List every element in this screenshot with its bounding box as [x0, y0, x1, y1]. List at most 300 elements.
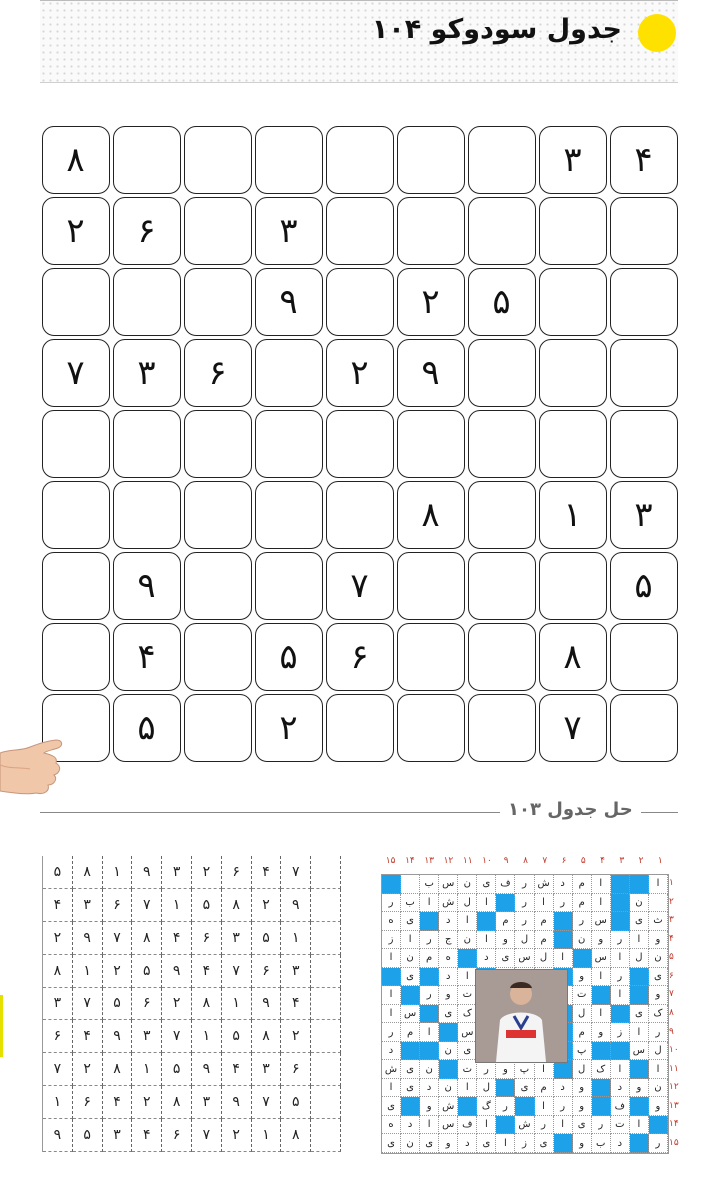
sudoku-cell[interactable]: ۶ [113, 197, 181, 265]
sudoku-cell[interactable]: ۲ [42, 197, 110, 265]
sudoku-cell[interactable] [326, 197, 394, 265]
crossword-cell: م [535, 912, 554, 931]
crossword-cell: ل [573, 1060, 592, 1079]
crossword-black-cell [592, 1097, 611, 1116]
column-number: ۶ [561, 856, 567, 866]
sudoku-cell[interactable]: ۳ [610, 481, 678, 549]
crossword-cell: س [630, 1042, 649, 1061]
sudoku-cell[interactable]: ۵ [610, 552, 678, 620]
crossword-cell: ل [630, 949, 649, 968]
crossword-black-cell [611, 1042, 630, 1061]
column-number: ۱ [657, 856, 663, 866]
sudoku-cell[interactable] [255, 126, 323, 194]
crossword-cell: ا [611, 949, 630, 968]
crossword-black-cell [630, 968, 649, 987]
crossword-cell: م [573, 875, 592, 894]
crossword-cell: و [649, 986, 668, 1005]
crossword-cell: ب [420, 875, 439, 894]
sudoku-cell[interactable] [184, 481, 252, 549]
sudoku-cell[interactable]: ۷ [539, 694, 607, 762]
solution-cell: ۷ [252, 1086, 282, 1119]
solution-cell [311, 1020, 341, 1053]
sudoku-cell[interactable] [184, 694, 252, 762]
crossword-cell: پ [515, 1060, 534, 1079]
crossword-cell: م [401, 1023, 420, 1042]
solution-cell: ۴ [222, 1053, 252, 1086]
sudoku-cell[interactable]: ۲ [326, 339, 394, 407]
crossword-cell: د [439, 912, 458, 931]
row-number: ۲ [669, 896, 674, 907]
sudoku-cell[interactable]: ۴ [113, 623, 181, 691]
crossword-cell: س [439, 875, 458, 894]
sudoku-cell[interactable] [610, 268, 678, 336]
sudoku-cell[interactable]: ۸ [42, 126, 110, 194]
sudoku-cell[interactable] [397, 552, 465, 620]
solution-cell: ۳ [103, 1119, 133, 1152]
crossword-cell: ر [611, 968, 630, 987]
sudoku-cell[interactable] [539, 197, 607, 265]
sudoku-cell[interactable]: ۲ [255, 694, 323, 762]
sudoku-cell[interactable] [184, 410, 252, 478]
solution-cell: ۳ [132, 1020, 162, 1053]
crossword-cell: ا [554, 1116, 573, 1135]
sudoku-puzzle-grid [40, 124, 679, 763]
crossword-cell: ر [573, 912, 592, 931]
column-number: ۸ [523, 856, 528, 866]
header-top-rule [40, 0, 678, 1]
yellow-circle-icon [638, 14, 676, 52]
sudoku-cell[interactable] [184, 623, 252, 691]
solution-cell: ۵ [222, 1020, 252, 1053]
crossword-cell: ی [630, 912, 649, 931]
solution-cell: ۶ [222, 856, 252, 889]
crossword-cell: ر [554, 894, 573, 913]
sudoku-cell[interactable]: ۳ [113, 339, 181, 407]
row-number: ۷ [669, 989, 674, 1000]
sudoku-cell[interactable] [113, 481, 181, 549]
sudoku-cell[interactable] [468, 126, 536, 194]
crossword-cell: و [420, 1097, 439, 1116]
solution-cell: ۹ [281, 889, 311, 922]
crossword-cell: ن [458, 875, 477, 894]
crossword-cell: ه [382, 912, 401, 931]
crossword-cell: د [611, 1134, 630, 1153]
crossword-cell: ا [382, 986, 401, 1005]
crossword-cell: ا [535, 1060, 554, 1079]
crossword-black-cell [439, 1060, 458, 1079]
solution-cell [311, 1119, 341, 1152]
crossword-cell: ن [439, 1079, 458, 1098]
crossword-cell: د [401, 1116, 420, 1135]
crossword-cell: و [573, 1134, 592, 1153]
row-number: ۱ [669, 878, 674, 889]
crossword-cell: و [630, 1079, 649, 1098]
sudoku-cell[interactable] [468, 694, 536, 762]
sudoku-cell[interactable] [468, 623, 536, 691]
edge-accent [0, 995, 3, 1057]
solution-cell: ۴ [132, 1119, 162, 1152]
solution-cell: ۶ [43, 1020, 73, 1053]
sudoku-cell[interactable]: ۳ [539, 126, 607, 194]
crossword-cell: ر [649, 1134, 668, 1153]
crossword-black-cell [382, 968, 401, 987]
crossword-cell: ا [420, 894, 439, 913]
sudoku-cell[interactable]: ۱ [539, 481, 607, 549]
crossword-cell: م [535, 1079, 554, 1098]
sudoku-cell[interactable] [468, 552, 536, 620]
crossword-cell: ی [496, 949, 515, 968]
crossword-cell: ب [592, 1134, 611, 1153]
crossword-cell: ی [439, 1005, 458, 1024]
solution-cell: ۵ [43, 856, 73, 889]
sudoku-cell[interactable] [610, 197, 678, 265]
crossword-black-cell [630, 986, 649, 1005]
column-number: ۱۰ [482, 856, 492, 866]
crossword-cell: ا [496, 1134, 515, 1153]
row-number: ۱۴ [669, 1119, 679, 1130]
solution-cell: ۱ [132, 1053, 162, 1086]
crossword-cell: م [496, 912, 515, 931]
crossword-cell: و [439, 986, 458, 1005]
crossword-cell [401, 875, 420, 894]
crossword-cell: ز [382, 931, 401, 950]
crossword-cell: ی [401, 968, 420, 987]
solution-cell: ۸ [222, 889, 252, 922]
crossword-cell: س [592, 949, 611, 968]
solution-cell: ۸ [103, 1053, 133, 1086]
column-number: ۴ [600, 856, 605, 866]
solution-title: حل جدول ۱۰۳ [500, 799, 641, 820]
crossword-black-cell [496, 894, 515, 913]
solution-cell: ۲ [162, 988, 192, 1021]
column-number: ۱۲ [443, 856, 454, 866]
crossword-cell: ک [592, 1060, 611, 1079]
solution-cell: ۳ [192, 1086, 222, 1119]
crossword-cell: ا [592, 1005, 611, 1024]
crossword-cell: گ [477, 1097, 496, 1116]
crossword-cell: ش [515, 1116, 534, 1135]
sudoku-cell[interactable] [468, 481, 536, 549]
sudoku-cell[interactable] [397, 197, 465, 265]
page-title: جدول سودوکو ۱۰۴ [371, 14, 622, 45]
crossword-cell: د [382, 1042, 401, 1061]
sudoku-cell[interactable] [255, 552, 323, 620]
crossword-black-cell [420, 912, 439, 931]
sudoku-cell[interactable]: ۹ [397, 339, 465, 407]
sudoku-cell[interactable] [255, 339, 323, 407]
crossword-cell: ن [649, 949, 668, 968]
crossword-cell: ر [477, 1060, 496, 1079]
sudoku-cell[interactable] [397, 126, 465, 194]
crossword-black-cell [630, 875, 649, 894]
crossword-black-cell [554, 1060, 573, 1079]
crossword-cell: ث [649, 912, 668, 931]
solution-cell: ۸ [281, 1119, 311, 1152]
crossword-cell: د [420, 1079, 439, 1098]
solution-cell: ۵ [192, 889, 222, 922]
row-number: ۴ [669, 933, 674, 944]
solution-cell: ۶ [132, 988, 162, 1021]
crossword-cell: ز [611, 1023, 630, 1042]
sudoku-cell[interactable]: ۵ [255, 623, 323, 691]
crossword-cell: ی [401, 1079, 420, 1098]
sudoku-cell[interactable] [326, 481, 394, 549]
crossword-cell: ر [535, 1116, 554, 1135]
crossword-cell: ل [649, 1042, 668, 1061]
crossword-cell: ا [630, 1116, 649, 1135]
crossword-cell: ر [515, 875, 534, 894]
crossword-cell: ل [477, 1079, 496, 1098]
crossword-black-cell [477, 912, 496, 931]
sudoku-cell[interactable] [397, 410, 465, 478]
sudoku-cell[interactable] [397, 694, 465, 762]
solution-cell: ۱ [192, 1020, 222, 1053]
solution-cell: ۶ [73, 1086, 103, 1119]
crossword-cell: ر [592, 1116, 611, 1135]
crossword-cell: س [592, 912, 611, 931]
sudoku-cell[interactable] [184, 197, 252, 265]
crossword-cell: ی [401, 1060, 420, 1079]
crossword-cell: و [496, 931, 515, 950]
crossword-cell: ه [439, 949, 458, 968]
solution-cell: ۹ [162, 955, 192, 988]
crossword-cell: ا [630, 931, 649, 950]
crossword-cell: ا [649, 875, 668, 894]
crossword-cell: ی [630, 1005, 649, 1024]
crossword-cell: ا [401, 931, 420, 950]
sudoku-cell[interactable] [184, 268, 252, 336]
sudoku-cell[interactable] [255, 481, 323, 549]
crossword-cell: ف [611, 1097, 630, 1116]
crossword-cell: ا [382, 1005, 401, 1024]
solution-cell: ۷ [162, 1020, 192, 1053]
column-number: ۹ [503, 856, 509, 866]
crossword-cell: ر [554, 1097, 573, 1116]
crossword-black-cell [611, 1005, 630, 1024]
sudoku-cell[interactable] [42, 552, 110, 620]
sudoku-cell[interactable] [184, 126, 252, 194]
solution-cell: ۴ [43, 889, 73, 922]
sudoku-cell[interactable] [326, 694, 394, 762]
solution-cell: ۱ [73, 955, 103, 988]
solution-cell: ۴ [162, 922, 192, 955]
solution-cell: ۲ [222, 1119, 252, 1152]
solution-cell: ۱ [222, 988, 252, 1021]
row-number: ۱۳ [669, 1100, 679, 1111]
solution-cell: ۴ [252, 856, 282, 889]
crossword-black-cell [401, 986, 420, 1005]
sudoku-cell[interactable] [113, 268, 181, 336]
sudoku-cell[interactable]: ۷ [42, 339, 110, 407]
crossword-cell: و [496, 1060, 515, 1079]
sudoku-cell[interactable]: ۷ [326, 552, 394, 620]
crossword-cell: ن [630, 894, 649, 913]
crossword-cell: ر [382, 894, 401, 913]
sudoku-cell[interactable] [539, 339, 607, 407]
crossword-cell: ب [401, 894, 420, 913]
sudoku-cell[interactable]: ۸ [397, 481, 465, 549]
crossword-black-cell [592, 986, 611, 1005]
crossword-cell: ی [515, 1079, 534, 1098]
sudoku-cell[interactable] [326, 126, 394, 194]
sudoku-cell[interactable] [539, 410, 607, 478]
crossword-black-cell [515, 1097, 534, 1116]
crossword-cell: ی [477, 1134, 496, 1153]
thumbs-up-hand-icon [0, 735, 66, 797]
crossword-cell: ت [611, 1116, 630, 1135]
sudoku-cell[interactable] [610, 694, 678, 762]
sudoku-cell[interactable] [113, 126, 181, 194]
sudoku-cell[interactable]: ۵ [468, 268, 536, 336]
crossword-black-cell [630, 1060, 649, 1079]
crossword-black-cell [382, 875, 401, 894]
sudoku-cell[interactable] [42, 268, 110, 336]
solution-cell: ۸ [252, 1020, 282, 1053]
solution-cell: ۹ [252, 988, 282, 1021]
sudoku-cell[interactable]: ۳ [255, 197, 323, 265]
sudoku-cell[interactable] [255, 410, 323, 478]
crossword-cell: و [649, 1097, 668, 1116]
crossword-cell: ل [515, 931, 534, 950]
solution-cell: ۹ [73, 922, 103, 955]
row-number: ۱۱ [669, 1063, 679, 1074]
crossword-black-cell [401, 1097, 420, 1116]
crossword-cell: ر [611, 931, 630, 950]
crossword-cell: ا [477, 1116, 496, 1135]
crossword-cell: و [592, 1023, 611, 1042]
crossword-cell: ی [458, 1042, 477, 1061]
sudoku-cell[interactable] [468, 339, 536, 407]
crossword-cell: ن [401, 1134, 420, 1153]
crossword-cell: ر [515, 894, 534, 913]
sudoku-cell[interactable]: ۸ [539, 623, 607, 691]
crossword-cell: ر [382, 1023, 401, 1042]
solution-cell: ۶ [162, 1119, 192, 1152]
crossword-cell: س [458, 1023, 477, 1042]
crossword-black-cell [496, 1116, 515, 1135]
crossword-cell: ش [439, 1097, 458, 1116]
solution-cell: ۶ [281, 1053, 311, 1086]
crossword-cell: و [592, 931, 611, 950]
sudoku-cell[interactable] [610, 623, 678, 691]
solution-cell [311, 988, 341, 1021]
crossword-cell: ا [554, 949, 573, 968]
crossword-cell: ت [458, 1060, 477, 1079]
crossword-cell: ن [439, 1042, 458, 1061]
crossword-cell: ا [382, 1079, 401, 1098]
sudoku-cell[interactable] [610, 339, 678, 407]
sudoku-cell[interactable]: ۲ [397, 268, 465, 336]
crossword-cell [649, 894, 668, 913]
crossword-cell: و [573, 968, 592, 987]
crossword-cell: و [439, 1134, 458, 1153]
row-number: ۸ [669, 1007, 674, 1018]
crossword-cell: د [611, 1079, 630, 1098]
crossword-cell: ا [458, 968, 477, 987]
crossword-cell: ا [611, 986, 630, 1005]
solution-cell: ۷ [73, 988, 103, 1021]
sudoku-cell[interactable] [184, 552, 252, 620]
solution-cell: ۸ [162, 1086, 192, 1119]
crossword-black-cell [496, 1079, 515, 1098]
column-number: ۳ [619, 856, 625, 866]
sudoku-cell[interactable] [539, 552, 607, 620]
sudoku-cell[interactable]: ۹ [255, 268, 323, 336]
crossword-cell: ی [477, 875, 496, 894]
solution-cell: ۲ [252, 889, 282, 922]
solution-cell: ۷ [43, 1053, 73, 1086]
sudoku-cell[interactable]: ۹ [113, 552, 181, 620]
sudoku-cell[interactable] [468, 410, 536, 478]
crossword-cell: ن [458, 931, 477, 950]
sudoku-cell[interactable]: ۶ [184, 339, 252, 407]
crossword-black-cell [611, 894, 630, 913]
crossword-cell: ا [477, 931, 496, 950]
sudoku-cell[interactable] [610, 410, 678, 478]
sudoku-cell[interactable] [326, 410, 394, 478]
sudoku-cell[interactable] [326, 268, 394, 336]
crossword-black-cell [420, 1042, 439, 1061]
crossword-cell: م [573, 894, 592, 913]
crossword-cell: ر [420, 931, 439, 950]
sudoku-cell[interactable] [468, 197, 536, 265]
crossword-cell: ا [535, 1097, 554, 1116]
crossword-row-numbers [669, 874, 683, 1152]
crossword-cell: م [420, 949, 439, 968]
solution-cell [311, 856, 341, 889]
solution-cell: ۳ [162, 856, 192, 889]
player-photo [475, 969, 568, 1063]
crossword-cell: د [458, 1134, 477, 1153]
solution-cell: ۴ [73, 1020, 103, 1053]
solution-cell: ۳ [252, 1053, 282, 1086]
crossword-cell: ی [573, 1116, 592, 1135]
solution-cell: ۴ [281, 988, 311, 1021]
solution-cell: ۷ [103, 922, 133, 955]
sudoku-cell[interactable] [539, 268, 607, 336]
sudoku-cell[interactable] [42, 481, 110, 549]
solution-cell: ۱ [103, 856, 133, 889]
solution-cell: ۷ [281, 856, 311, 889]
column-number: ۱۱ [462, 856, 473, 866]
solution-cell: ۳ [222, 922, 252, 955]
solution-cell: ۷ [222, 955, 252, 988]
crossword-cell: ا [592, 894, 611, 913]
sudoku-cell[interactable] [113, 410, 181, 478]
sudoku-cell[interactable]: ۶ [326, 623, 394, 691]
crossword-cell: ش [439, 894, 458, 913]
solution-cell: ۲ [281, 1020, 311, 1053]
sudoku-cell[interactable] [42, 623, 110, 691]
sudoku-cell[interactable]: ۵ [113, 694, 181, 762]
solution-cell [311, 1086, 341, 1119]
crossword-cell: د [554, 875, 573, 894]
solution-cell: ۲ [132, 1086, 162, 1119]
sudoku-cell[interactable]: ۴ [610, 126, 678, 194]
solution-cell: ۴ [103, 1086, 133, 1119]
solution-cell [311, 955, 341, 988]
crossword-cell: د [554, 1079, 573, 1098]
crossword-cell: ف [496, 875, 515, 894]
solution-cell: ۹ [222, 1086, 252, 1119]
sudoku-cell[interactable] [397, 623, 465, 691]
crossword-cell: ه [382, 1116, 401, 1135]
solution-cell: ۴ [192, 955, 222, 988]
sudoku-cell[interactable] [42, 410, 110, 478]
crossword-cell: ا [630, 1023, 649, 1042]
solution-cell: ۷ [192, 1119, 222, 1152]
crossword-cell: ی [420, 1134, 439, 1153]
